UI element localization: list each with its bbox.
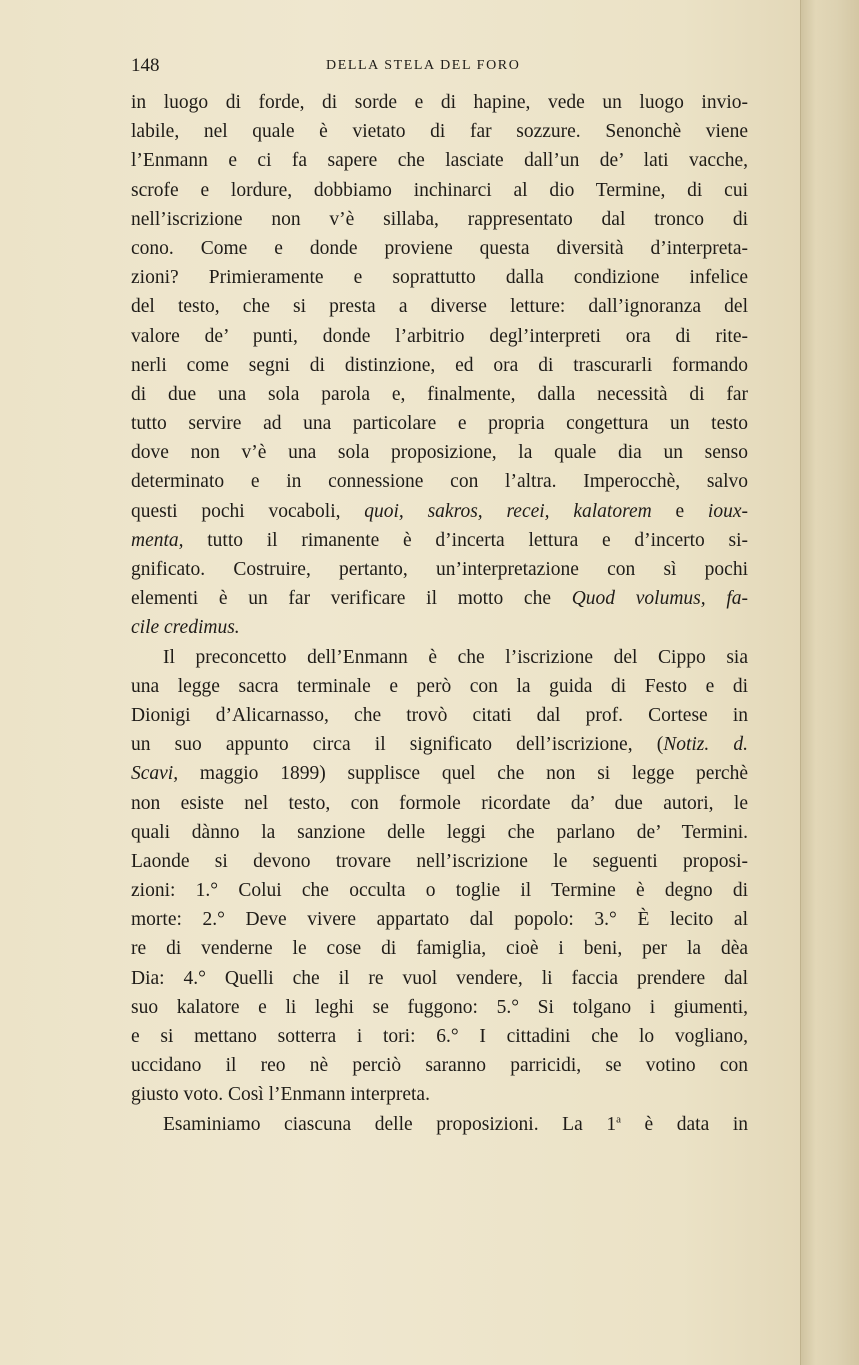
text-line: cono. Come e donde proviene questa diversità d’interpreta- — [131, 237, 748, 259]
text-line: zioni: 1.° Colui che occulta o toglie il Termine è degno di — [131, 880, 748, 902]
text-line: uccidano il reo nè perciò saranno parricidi, se votino con — [131, 1055, 748, 1077]
text-line: dove non v’è una sola proposizione, la quale dia un senso — [131, 442, 748, 464]
text-line: Esaminiamo ciascuna delle proposizioni. La 1$^a$ è data in — [163, 1113, 748, 1135]
text-line: labile, nel quale è vietato di far sozzure. Senonchè viene — [131, 121, 748, 143]
text-line: Scavi, maggio 1899) supplisce quel che non si legge perchè — [131, 763, 748, 785]
text-line: nerli come segni di distinzione, ed ora di trascurarli formando — [131, 354, 748, 376]
text-line: cile credimus. — [131, 617, 240, 639]
text-line: del testo, che si presta a diverse letture: dall’ignoranza del — [131, 296, 748, 318]
text-line: Il preconcetto dell’Enmann è che l’iscrizione del Cippo sia — [163, 646, 748, 668]
text-line: giusto voto. Così l’Enmann interpreta. — [131, 1084, 430, 1106]
text-line: questi pochi vocaboli, quoi, sakros, recei, kalatorem e ioux- — [131, 500, 748, 522]
page-number: 148 — [131, 55, 160, 76]
running-head — [131, 55, 748, 81]
text-line: gnificato. Costruire, pertanto, un’interpretazione con sì pochi — [131, 559, 748, 580]
text-line: morte: 2.° Deve vivere appartato dal popolo: 3.° È lecito al — [131, 909, 748, 931]
text-line: un suo appunto circa il significato dell’iscrizione, (Notiz. d. — [131, 734, 748, 756]
text-line: tutto servire ad una particolare e propria congettura un testo — [131, 413, 748, 435]
text-line: valore de’ punti, donde l’arbitrio degl’interpreti ora di rite- — [131, 325, 748, 347]
text-line: e si mettano sotterra i tori: 6.° I cittadini che lo vogliano, — [131, 1026, 748, 1047]
text-line: scrofe e lordure, dobbiamo inchinarci al dio Termine, di cui — [131, 179, 748, 201]
text-line: Dia: 4.° Quelli che il re vuol vendere, li faccia prendere dal — [131, 967, 748, 989]
text-line: quali dànno la sanzione delle leggi che parlano de’ Termini. — [131, 821, 748, 843]
text-line: Dionigi d’Alicarnasso, che trovò citati dal prof. Cortese in — [131, 704, 748, 726]
text-line: in luogo di forde, di sorde e di hapine, vede un luogo invio- — [131, 92, 748, 113]
page-edge — [800, 0, 859, 1365]
text-line: determinato e in connessione con l’altra. Imperocchè, salvo — [131, 471, 748, 493]
text-line: nell’iscrizione non v’è sillaba, rappresentato dal tronco di — [131, 208, 748, 230]
text-line: Laonde si devono trovare nell’iscrizione le seguenti proposi- — [131, 850, 748, 872]
text-line: zioni? Primieramente e soprattutto dalla condizione infelice — [131, 267, 748, 289]
text-line: di due una sola parola e, finalmente, dalla necessità di far — [131, 383, 748, 405]
text-line: l’Enmann e ci fa sapere che lasciate dall’un de’ lati vacche, — [131, 150, 748, 172]
text-line: re di venderne le cose di famiglia, cioè i beni, per la dèa — [131, 938, 748, 960]
text-line: menta, tutto il rimanente è d’incerta lettura e d’incerto si- — [131, 529, 748, 551]
text-line: una legge sacra terminale e però con la guida di Festo e di — [131, 675, 748, 697]
text-line: suo kalatore e li leghi se fuggono: 5.° Si tolgano i giumenti, — [131, 996, 748, 1018]
text-line: elementi è un far verificare il motto che Quod volumus, fa- — [131, 588, 748, 610]
body-text — [131, 88, 748, 1139]
running-title: DELLA STELA DEL FORO — [326, 58, 521, 73]
text-line: non esiste nel testo, con formole ricordate da’ due autori, le — [131, 792, 748, 814]
